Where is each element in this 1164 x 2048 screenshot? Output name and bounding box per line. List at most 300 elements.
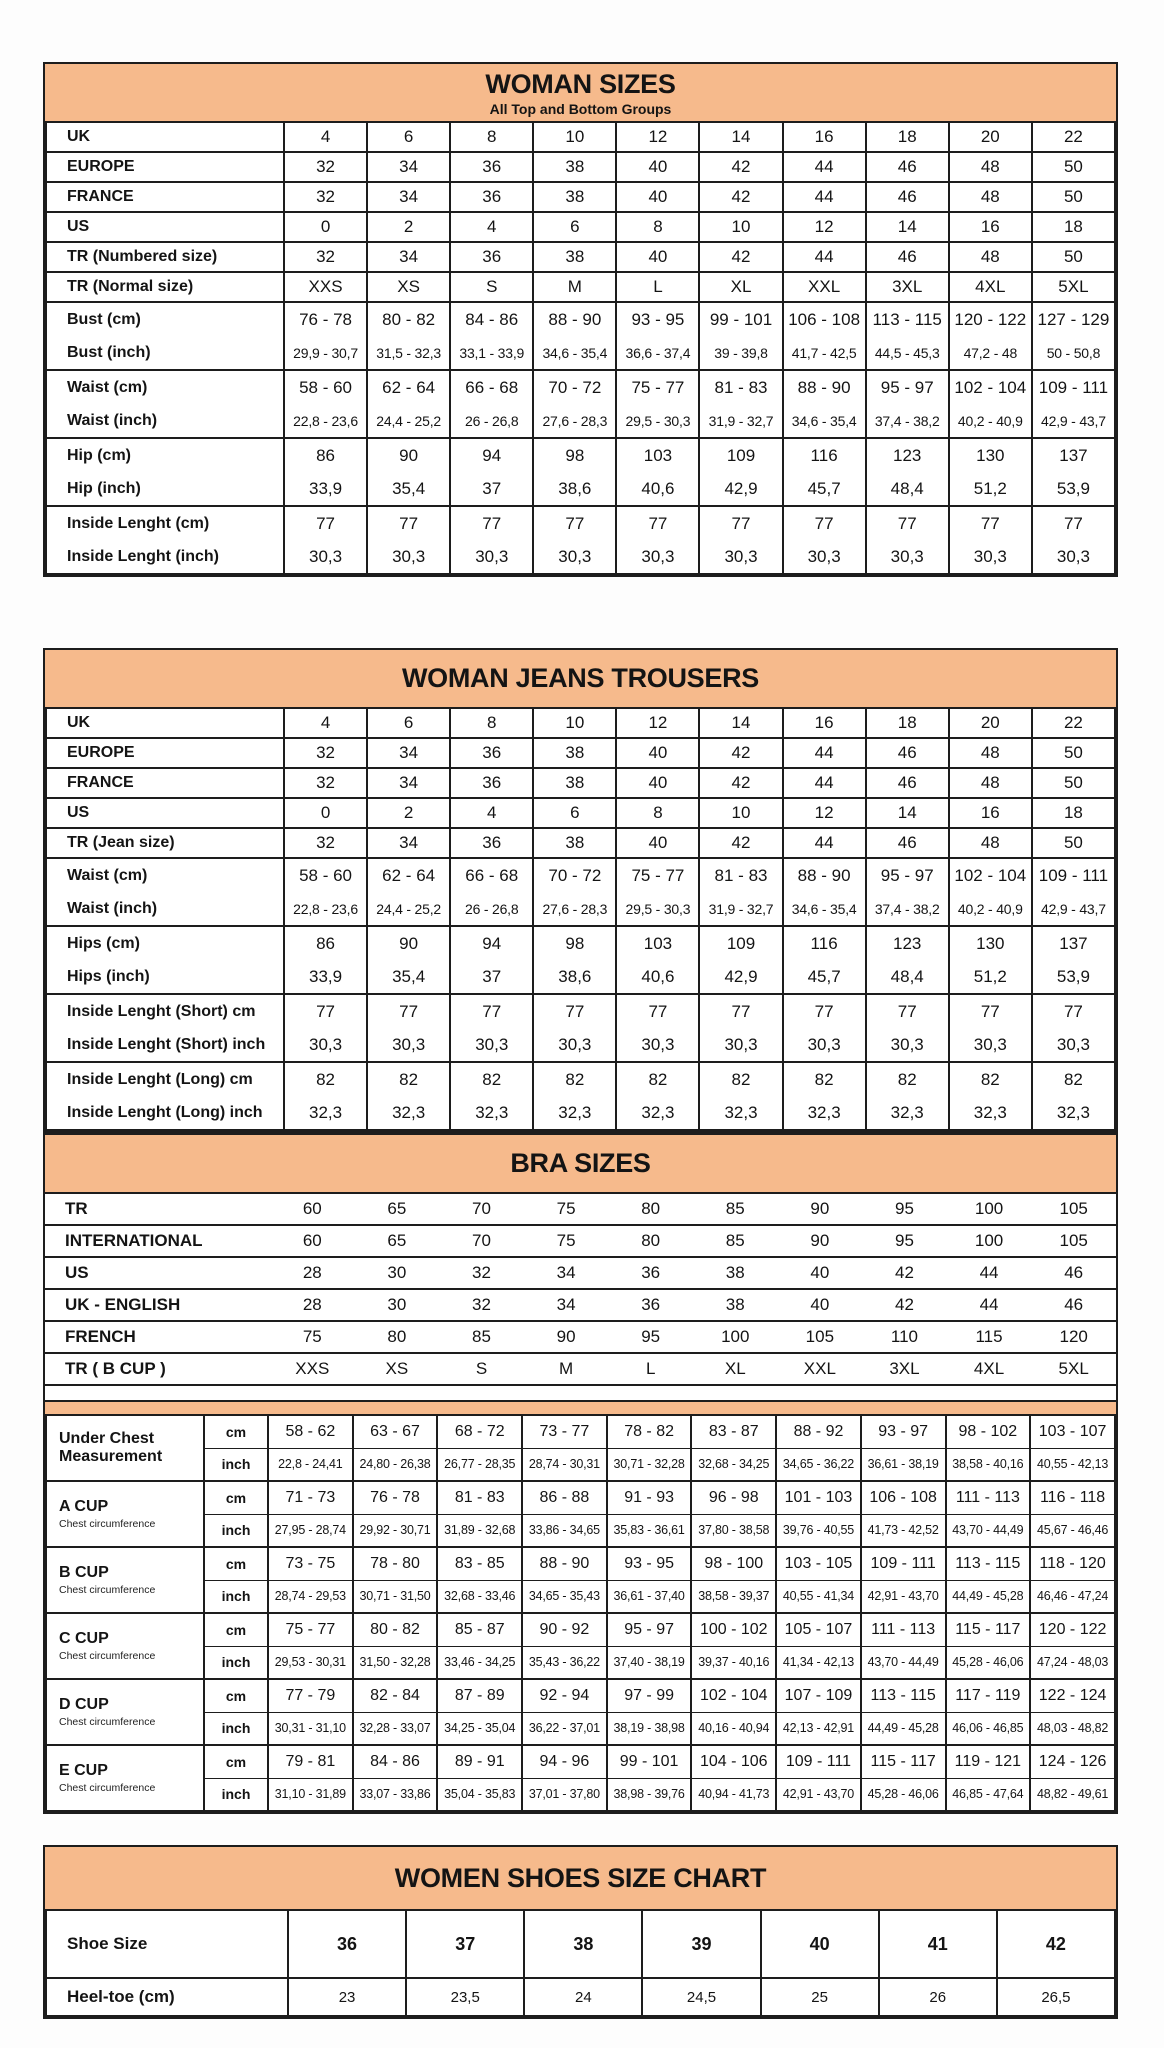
size-cell: 38 xyxy=(533,152,616,182)
size-cell: 71 - 73 xyxy=(268,1481,353,1514)
table-row xyxy=(46,122,1115,152)
size-cell: 81 - 83 xyxy=(699,370,782,404)
size-cell: XXS xyxy=(270,1353,355,1385)
size-cell: 90 xyxy=(367,926,450,960)
size-cell: 33,46 - 34,25 xyxy=(437,1646,522,1679)
size-cell: 44,5 - 45,3 xyxy=(866,336,949,370)
size-cell: S xyxy=(439,1353,524,1385)
size-cell: 124 - 126 xyxy=(1030,1745,1115,1778)
row-label: TR (Numbered size) xyxy=(46,242,284,272)
size-cell: 103 - 107 xyxy=(1030,1415,1115,1448)
size-cell: 34 xyxy=(524,1257,609,1289)
size-cell: 99 - 101 xyxy=(699,302,782,336)
size-cell: 48 xyxy=(949,768,1032,798)
size-cell: L xyxy=(608,1353,693,1385)
row-label: INTERNATIONAL xyxy=(45,1225,270,1257)
size-cell: 33,86 - 34,65 xyxy=(522,1514,607,1547)
size-cell: 32,3 xyxy=(783,1096,866,1130)
size-cell: 31,50 - 32,28 xyxy=(353,1646,438,1679)
size-cell: 82 xyxy=(367,1062,450,1096)
size-cell: 34 xyxy=(367,152,450,182)
size-cell: 44,49 - 45,28 xyxy=(946,1580,1031,1613)
size-cell: 66 - 68 xyxy=(450,370,533,404)
size-cell: 77 xyxy=(783,994,866,1028)
unit-label-inch: inch xyxy=(204,1778,268,1811)
size-cell: 46 xyxy=(1031,1289,1116,1321)
size-cell: 82 xyxy=(699,1062,782,1096)
size-cell: 115 - 117 xyxy=(946,1613,1031,1646)
size-cell: 58 - 60 xyxy=(284,858,367,892)
table-row xyxy=(45,1321,1116,1353)
size-cell: 38,98 - 39,76 xyxy=(607,1778,692,1811)
size-cell: 118 - 120 xyxy=(1030,1547,1115,1580)
size-cell: 75 xyxy=(524,1225,609,1257)
table-row xyxy=(46,1778,1115,1811)
size-cell: 99 - 101 xyxy=(607,1745,692,1778)
size-cell: 80 - 82 xyxy=(353,1613,438,1646)
size-cell: 105 - 107 xyxy=(776,1613,861,1646)
table-row xyxy=(46,302,1115,336)
unit-label-cm: cm xyxy=(204,1679,268,1712)
size-cell: 8 xyxy=(616,212,699,242)
size-cell: 27,95 - 28,74 xyxy=(268,1514,353,1547)
size-cell: 82 xyxy=(866,1062,949,1096)
size-cell: 88 - 90 xyxy=(783,858,866,892)
size-cell: 46 xyxy=(866,738,949,768)
size-cell: 2 xyxy=(367,212,450,242)
table-row xyxy=(46,798,1115,828)
size-cell: 31,9 - 32,7 xyxy=(699,404,782,438)
size-cell: 28 xyxy=(270,1257,355,1289)
size-cell: 42 xyxy=(699,768,782,798)
size-cell: 42 xyxy=(699,738,782,768)
size-cell: 119 - 121 xyxy=(946,1745,1031,1778)
size-cell: 24,80 - 26,38 xyxy=(353,1448,438,1481)
size-cell: 44 xyxy=(783,828,866,858)
size-cell: 95 xyxy=(862,1225,947,1257)
size-cell: 77 xyxy=(866,506,949,540)
size-cell: 35,4 xyxy=(367,472,450,506)
size-cell: 77 - 79 xyxy=(268,1679,353,1712)
size-cell: S xyxy=(450,272,533,302)
size-cell: 29,5 - 30,3 xyxy=(616,892,699,926)
size-cell: 85 xyxy=(439,1321,524,1353)
size-cell: XXL xyxy=(778,1353,863,1385)
size-cell: 66 - 68 xyxy=(450,858,533,892)
cup-sublabel-text: Chest circumference xyxy=(59,1715,156,1728)
size-cell: 82 xyxy=(284,1062,367,1096)
size-cell: XXL xyxy=(783,272,866,302)
size-cell: 95 - 97 xyxy=(866,370,949,404)
size-cell: 115 xyxy=(947,1321,1032,1353)
table-row xyxy=(46,1745,1115,1778)
size-cell: 32,3 xyxy=(450,1096,533,1130)
size-cell: 14 xyxy=(866,212,949,242)
size-cell: 14 xyxy=(699,122,782,152)
size-cell: 32,3 xyxy=(866,1096,949,1130)
size-cell: 46 xyxy=(866,152,949,182)
size-cell: 31,10 - 31,89 xyxy=(268,1778,353,1811)
size-cell: 20 xyxy=(949,122,1032,152)
size-cell: 4 xyxy=(284,122,367,152)
table-subtitle: All Top and Bottom Groups xyxy=(489,100,672,117)
size-cell: 22,8 - 24,41 xyxy=(268,1448,353,1481)
size-cell: 46 xyxy=(866,768,949,798)
size-cell: 33,9 xyxy=(284,960,367,994)
size-cell: 98 xyxy=(533,926,616,960)
size-cell: 77 xyxy=(284,506,367,540)
size-cell: 31,89 - 32,68 xyxy=(437,1514,522,1547)
table-row xyxy=(46,438,1115,472)
size-cell: 77 xyxy=(1032,994,1115,1028)
size-cell: 77 xyxy=(949,506,1032,540)
size-cell: 130 xyxy=(949,438,1032,472)
table-row xyxy=(46,1415,1115,1448)
size-cell: 34,6 - 35,4 xyxy=(783,404,866,438)
cup-label-text: B CUP xyxy=(59,1564,109,1582)
size-cell: 12 xyxy=(616,708,699,738)
size-cell: 20 xyxy=(949,708,1032,738)
table-row xyxy=(45,1257,1116,1289)
size-cell: 43,70 - 44,49 xyxy=(861,1646,946,1679)
size-cell: 78 - 80 xyxy=(353,1547,438,1580)
size-cell: 40 xyxy=(616,768,699,798)
size-cell: 42 xyxy=(699,152,782,182)
size-cell: 40,2 - 40,9 xyxy=(949,892,1032,926)
size-cell: 38,19 - 38,98 xyxy=(607,1712,692,1745)
size-cell: 40 xyxy=(616,152,699,182)
size-cell: 88 - 90 xyxy=(533,302,616,336)
size-cell: 35,4 xyxy=(367,960,450,994)
size-cell: 34 xyxy=(367,242,450,272)
size-cell: 68 - 72 xyxy=(437,1415,522,1448)
row-label: Hips (cm) xyxy=(46,926,284,960)
size-cell: 50 xyxy=(1032,182,1115,212)
size-cell: 32,3 xyxy=(699,1096,782,1130)
cup-label xyxy=(46,1415,204,1481)
table-title: WOMAN JEANS TROUSERS xyxy=(401,663,760,693)
unit-label-inch: inch xyxy=(204,1712,268,1745)
size-cell: 41,73 - 42,52 xyxy=(861,1514,946,1547)
size-cell: 44 xyxy=(947,1289,1032,1321)
size-cell: 26 - 26,8 xyxy=(450,892,533,926)
size-cell: 4 xyxy=(450,798,533,828)
cup-label-text: D CUP xyxy=(59,1696,109,1714)
size-cell: 47,2 - 48 xyxy=(949,336,1032,370)
row-label: US xyxy=(46,212,284,242)
size-cell: 38,6 xyxy=(533,960,616,994)
size-cell: 88 - 92 xyxy=(776,1415,861,1448)
size-cell: 10 xyxy=(533,708,616,738)
size-cell: 30,3 xyxy=(783,540,866,574)
size-cell: 104 - 106 xyxy=(691,1745,776,1778)
size-cell: 113 - 115 xyxy=(866,302,949,336)
table-row xyxy=(46,1978,1115,2016)
table-title: BRA SIZES xyxy=(510,1148,651,1178)
table-row xyxy=(46,1547,1115,1580)
size-cell: 81 - 83 xyxy=(437,1481,522,1514)
size-cell: 22 xyxy=(1032,122,1115,152)
table-row xyxy=(45,1193,1116,1225)
size-cell: 50 xyxy=(1032,242,1115,272)
size-cell: 33,07 - 33,86 xyxy=(353,1778,438,1811)
table-row xyxy=(46,858,1115,892)
size-cell: 36 xyxy=(450,738,533,768)
table-row xyxy=(46,212,1115,242)
size-cell: 75 - 77 xyxy=(268,1613,353,1646)
size-cell: 80 - 82 xyxy=(367,302,450,336)
size-cell: 37 xyxy=(450,960,533,994)
size-cell: 10 xyxy=(699,798,782,828)
size-cell: 18 xyxy=(866,122,949,152)
size-cell: 30,3 xyxy=(783,1028,866,1062)
size-cell: 44 xyxy=(783,768,866,798)
size-cell: 6 xyxy=(533,798,616,828)
cup-sublabel-text: Chest circumference xyxy=(59,1781,156,1794)
size-cell: 44 xyxy=(783,242,866,272)
size-cell: 30,3 xyxy=(284,540,367,574)
size-cell: 100 xyxy=(693,1321,778,1353)
size-cell: 34 xyxy=(367,768,450,798)
size-cell: 24,5 xyxy=(642,1978,760,2016)
size-cell: 123 xyxy=(866,926,949,960)
row-label: Bust (inch) xyxy=(46,336,284,370)
table-row xyxy=(46,1646,1115,1679)
size-cell: 34,65 - 36,22 xyxy=(776,1448,861,1481)
cup-label xyxy=(46,1481,204,1547)
size-cell: 6 xyxy=(367,708,450,738)
size-cell: 82 xyxy=(450,1062,533,1096)
table-row xyxy=(46,1679,1115,1712)
table-row xyxy=(46,1514,1115,1547)
table-row xyxy=(46,370,1115,404)
cup-label xyxy=(46,1547,204,1613)
size-cell: 94 xyxy=(450,438,533,472)
table-row xyxy=(45,1289,1116,1321)
size-cell: 0 xyxy=(284,212,367,242)
size-cell: 45,7 xyxy=(783,472,866,506)
size-cell: 33,9 xyxy=(284,472,367,506)
size-cell: 28,74 - 30,31 xyxy=(522,1448,607,1481)
size-cell: 37,4 - 38,2 xyxy=(866,892,949,926)
size-cell: 36 xyxy=(450,768,533,798)
size-cell: 42,9 - 43,7 xyxy=(1032,892,1115,926)
size-cell: 53,9 xyxy=(1032,472,1115,506)
size-cell: 93 - 95 xyxy=(616,302,699,336)
size-cell: 30 xyxy=(355,1257,440,1289)
table-row xyxy=(46,828,1115,858)
size-cell: 38,58 - 40,16 xyxy=(946,1448,1031,1481)
size-cell: 34 xyxy=(524,1289,609,1321)
table-row xyxy=(46,506,1115,540)
size-cell: 50 xyxy=(1032,738,1115,768)
size-cell: 36 xyxy=(450,242,533,272)
size-cell: 42 xyxy=(997,1910,1115,1978)
size-cell: 22,8 - 23,6 xyxy=(284,892,367,926)
size-cell: 35,83 - 36,61 xyxy=(607,1514,692,1547)
size-cell: 45,67 - 46,46 xyxy=(1030,1514,1115,1547)
size-cell: 127 - 129 xyxy=(1032,302,1115,336)
cup-label-text: Under Chest Measurement xyxy=(59,1430,163,1465)
size-cell: 77 xyxy=(367,994,450,1028)
jeans-trousers-table xyxy=(43,648,1118,1133)
size-cell: 24 xyxy=(524,1978,642,2016)
size-cell: 60 xyxy=(270,1193,355,1225)
size-cell: 23,5 xyxy=(406,1978,524,2016)
size-cell: 28,74 - 29,53 xyxy=(268,1580,353,1613)
size-cell: 16 xyxy=(783,708,866,738)
table-row xyxy=(46,182,1115,212)
row-label: TR (Normal size) xyxy=(46,272,284,302)
size-cell: 40,55 - 41,34 xyxy=(776,1580,861,1613)
size-cell: 47,24 - 48,03 xyxy=(1030,1646,1115,1679)
size-cell: 12 xyxy=(783,798,866,828)
size-cell: 44 xyxy=(783,152,866,182)
size-cell: 77 xyxy=(699,994,782,1028)
size-cell: 97 - 99 xyxy=(607,1679,692,1712)
size-cell: 36,61 - 38,19 xyxy=(861,1448,946,1481)
size-cell: 38 xyxy=(533,242,616,272)
size-cell: 46,85 - 47,64 xyxy=(946,1778,1031,1811)
size-cell: 32,3 xyxy=(616,1096,699,1130)
size-cell: 40,2 - 40,9 xyxy=(949,404,1032,438)
table-row xyxy=(46,152,1115,182)
cup-sublabel-text: Chest circumference xyxy=(59,1649,156,1662)
size-cell: 77 xyxy=(616,994,699,1028)
size-cell: 30,3 xyxy=(866,1028,949,1062)
size-cell: 38,58 - 39,37 xyxy=(691,1580,776,1613)
size-cell: 14 xyxy=(699,708,782,738)
size-cell: 85 - 87 xyxy=(437,1613,522,1646)
size-cell: 43,70 - 44,49 xyxy=(946,1514,1031,1547)
size-cell: 50 xyxy=(1032,768,1115,798)
size-cell: 83 - 87 xyxy=(691,1415,776,1448)
size-cell: 84 - 86 xyxy=(353,1745,438,1778)
size-cell: 32,28 - 33,07 xyxy=(353,1712,438,1745)
size-cell: 111 - 113 xyxy=(861,1613,946,1646)
size-cell: 106 - 108 xyxy=(783,302,866,336)
size-cell: 42 xyxy=(699,828,782,858)
size-cell: 30,3 xyxy=(616,540,699,574)
size-cell: 82 xyxy=(616,1062,699,1096)
table-row xyxy=(46,738,1115,768)
size-cell: 109 xyxy=(699,926,782,960)
row-label: UK xyxy=(46,708,284,738)
size-cell: 10 xyxy=(533,122,616,152)
size-cell: 18 xyxy=(866,708,949,738)
size-cell: 77 xyxy=(533,506,616,540)
size-cell: 102 - 104 xyxy=(691,1679,776,1712)
jeans-grid xyxy=(45,707,1116,1131)
row-label: US xyxy=(46,798,284,828)
size-cell: 22 xyxy=(1032,708,1115,738)
size-cell: 86 xyxy=(284,926,367,960)
size-cell: 40,94 - 41,73 xyxy=(691,1778,776,1811)
size-cell: 6 xyxy=(367,122,450,152)
size-cell: 32 xyxy=(284,242,367,272)
row-label: Heel-toe (cm) xyxy=(46,1978,288,2016)
cup-label xyxy=(46,1679,204,1745)
unit-label-cm: cm xyxy=(204,1481,268,1514)
size-cell: 76 - 78 xyxy=(353,1481,438,1514)
size-cell: 62 - 64 xyxy=(367,370,450,404)
table-row xyxy=(45,1353,1116,1385)
size-cell: 30,71 - 32,28 xyxy=(607,1448,692,1481)
unit-label-inch: inch xyxy=(204,1580,268,1613)
size-cell: 32,3 xyxy=(1032,1096,1115,1130)
size-cell: 89 - 91 xyxy=(437,1745,522,1778)
table-row xyxy=(46,1062,1115,1096)
size-cell: 45,28 - 46,06 xyxy=(861,1778,946,1811)
size-cell: 12 xyxy=(783,212,866,242)
size-cell: 30 xyxy=(355,1289,440,1321)
size-cell: 80 xyxy=(608,1225,693,1257)
size-cell: 70 xyxy=(439,1225,524,1257)
size-cell: 88 - 90 xyxy=(783,370,866,404)
size-cell: 30,3 xyxy=(284,1028,367,1062)
size-cell: 94 - 96 xyxy=(522,1745,607,1778)
size-cell: 70 - 72 xyxy=(533,858,616,892)
size-cell: 58 - 62 xyxy=(268,1415,353,1448)
size-cell: 44 xyxy=(783,182,866,212)
size-cell: 35,04 - 35,83 xyxy=(437,1778,522,1811)
size-cell: 53,9 xyxy=(1032,960,1115,994)
size-cell: 32,3 xyxy=(367,1096,450,1130)
size-cell: 109 - 111 xyxy=(861,1547,946,1580)
size-cell: 18 xyxy=(1032,798,1115,828)
size-cell: 34 xyxy=(367,828,450,858)
row-label: Shoe Size xyxy=(46,1910,288,1978)
size-cell: 30,3 xyxy=(1032,540,1115,574)
size-cell: 109 xyxy=(699,438,782,472)
table-row xyxy=(46,768,1115,798)
size-cell: 36,22 - 37,01 xyxy=(522,1712,607,1745)
size-cell: 75 - 77 xyxy=(616,370,699,404)
size-cell: 40 xyxy=(616,242,699,272)
size-cell: 100 - 102 xyxy=(691,1613,776,1646)
shoes-grid xyxy=(45,1909,1116,2017)
size-cell: 26,77 - 28,35 xyxy=(437,1448,522,1481)
unit-label-cm: cm xyxy=(204,1415,268,1448)
size-cell: 32,68 - 33,46 xyxy=(437,1580,522,1613)
size-cell: 42,9 xyxy=(699,472,782,506)
row-label: FRANCE xyxy=(46,768,284,798)
size-cell: 50 - 50,8 xyxy=(1032,336,1115,370)
size-cell: 90 xyxy=(367,438,450,472)
size-cell: 60 xyxy=(270,1225,355,1257)
size-cell: 95 - 97 xyxy=(607,1613,692,1646)
size-cell: 22,8 - 23,6 xyxy=(284,404,367,438)
size-cell: 101 - 103 xyxy=(776,1481,861,1514)
row-label: Inside Lenght (Long) inch xyxy=(46,1096,284,1130)
size-cell: 110 xyxy=(862,1321,947,1353)
size-cell: 48,82 - 49,61 xyxy=(1030,1778,1115,1811)
size-cell: 83 - 85 xyxy=(437,1547,522,1580)
row-label: Waist (inch) xyxy=(46,892,284,926)
row-label: Hip (cm) xyxy=(46,438,284,472)
size-cell: 25 xyxy=(761,1978,879,2016)
size-cell: 98 - 102 xyxy=(946,1415,1031,1448)
table-row xyxy=(46,960,1115,994)
size-cell: 38 xyxy=(533,182,616,212)
size-cell: 32 xyxy=(284,828,367,858)
woman-sizes-table xyxy=(43,62,1118,577)
size-cell: 88 - 90 xyxy=(522,1547,607,1580)
size-cell: 40,16 - 40,94 xyxy=(691,1712,776,1745)
table-row xyxy=(46,1448,1115,1481)
size-cell: XXS xyxy=(284,272,367,302)
size-cell: 75 - 77 xyxy=(616,858,699,892)
